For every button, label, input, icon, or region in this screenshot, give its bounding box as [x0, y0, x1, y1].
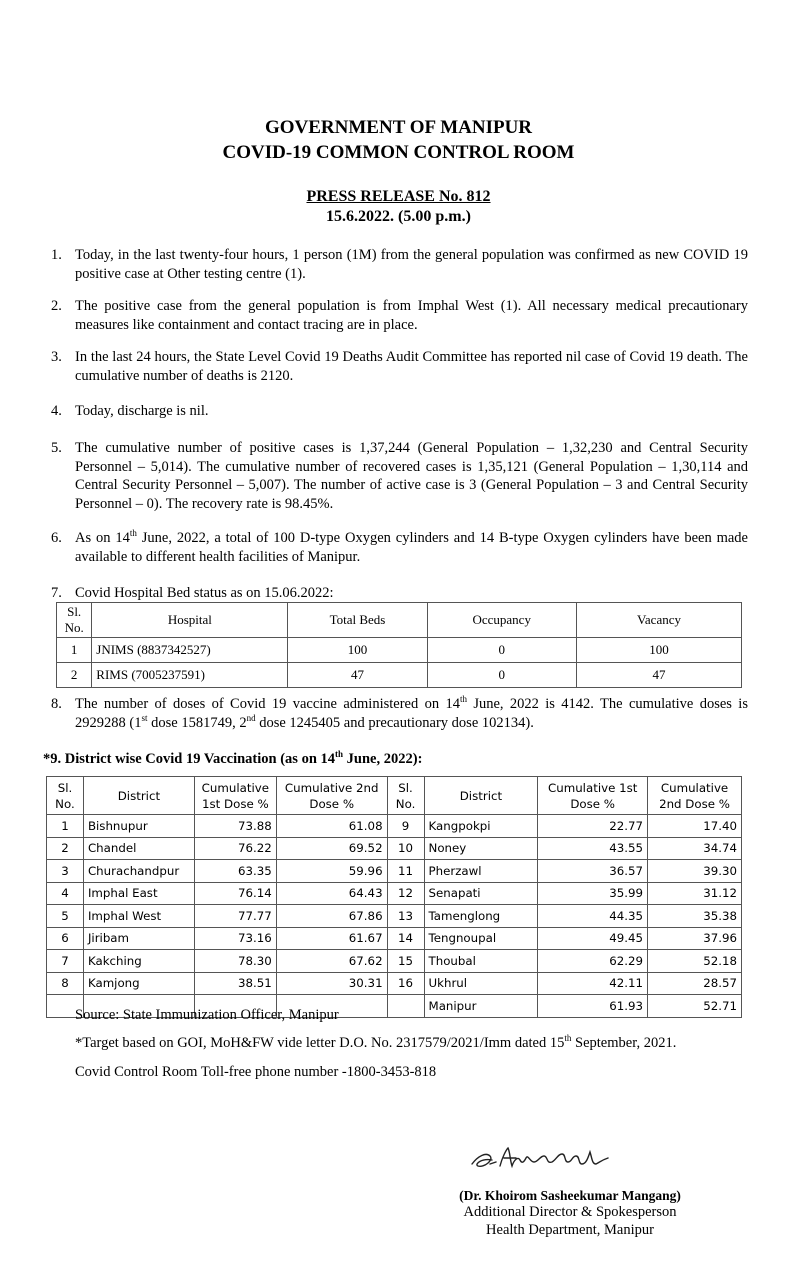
column-header: District: [83, 777, 194, 815]
point-1-text: Today, in the last twenty-four hours, 1 person (1M) from the general population was confirmed as new COVID 19 positive case at Other testing centre (1).: [75, 247, 748, 282]
table-cell: 0: [427, 663, 576, 688]
vaccination-table: [46, 776, 742, 1018]
table-cell: 36.57: [538, 860, 648, 883]
table-cell: 49.45: [538, 927, 648, 950]
table-cell: 15: [387, 950, 424, 973]
table-cell: 73.16: [194, 927, 276, 950]
table-header-row: [47, 777, 742, 815]
table-cell: 52.18: [648, 950, 742, 973]
table-row: [57, 638, 742, 663]
table-row: [57, 663, 742, 688]
column-header: District: [424, 777, 538, 815]
table-cell: 73.88: [194, 815, 276, 838]
point-7-number: 7.: [51, 585, 62, 601]
column-header: Vacancy: [576, 603, 741, 638]
table-cell: 13: [387, 905, 424, 928]
table-row: [47, 972, 742, 995]
table-cell: 6: [47, 927, 84, 950]
table-cell: 100: [576, 638, 741, 663]
table-cell: 64.43: [276, 882, 387, 905]
table-cell: 9: [387, 815, 424, 838]
table-cell: Chandel: [83, 837, 194, 860]
table-row: [47, 860, 742, 883]
table-cell: 35.38: [648, 905, 742, 928]
table-cell: Bishnupur: [83, 815, 194, 838]
table-cell: 61.67: [276, 927, 387, 950]
table-cell: 42.11: [538, 972, 648, 995]
table-cell: Jiribam: [83, 927, 194, 950]
column-header: Cumulative 1st Dose %: [538, 777, 648, 815]
point-6-text: As on 14th June, 2022, a total of 100 D-type Oxygen cylinders and 14 B-type Oxygen cylinders have been made available to different health facilities of Manipur.: [75, 528, 748, 565]
press-release-date: 15.6.2022. (5.00 p.m.): [326, 208, 471, 225]
hospital-bed-table: [56, 602, 742, 688]
table-row: [47, 815, 742, 838]
table-cell: 76.22: [194, 837, 276, 860]
table-cell: Kangpokpi: [424, 815, 538, 838]
point-2-text: The positive case from the general population is from Imphal West (1). All necessary medical precautionary measures like containment and contact tracing are in place.: [75, 298, 748, 333]
table-cell: 61.93: [538, 995, 648, 1018]
column-header: Sl. No.: [47, 777, 84, 815]
point-4-text: Today, discharge is nil.: [75, 403, 209, 419]
table-row: [47, 882, 742, 905]
table-row: [47, 905, 742, 928]
column-header: Total Beds: [288, 603, 427, 638]
table-cell: 76.14: [194, 882, 276, 905]
table-cell: Kakching: [83, 950, 194, 973]
signature-image: [468, 1138, 628, 1178]
column-header: Cumulative 2nd Dose %: [648, 777, 742, 815]
table-cell: 12: [387, 882, 424, 905]
table-cell: 3: [47, 860, 84, 883]
table-cell: 78.30: [194, 950, 276, 973]
table-cell: Kamjong: [83, 972, 194, 995]
table-cell: 2: [47, 837, 84, 860]
table-cell: 1: [47, 815, 84, 838]
table-cell: Tamenglong: [424, 905, 538, 928]
table-cell: 30.31: [276, 972, 387, 995]
column-header: Occupancy: [427, 603, 576, 638]
point-4-number: 4.: [51, 403, 62, 419]
table-cell: 14: [387, 927, 424, 950]
table-cell: 52.71: [648, 995, 742, 1018]
source-note: Source: State Immunization Officer, Manipur: [75, 1007, 339, 1023]
point-5-text: The cumulative number of positive cases is 1,37,244 (General Population – 1,32,230 and Central Security Personnel – 5,014). The cumulative number of recovered cases is 1,35,121 (General Population – 1,30,114 and Central Security Personnel – 5,007). The number of active case is 3 (General Population – 3 and Central Security Personnel – 0). The recovery rate is 98.45%.: [75, 440, 748, 512]
table-cell: Ukhrul: [424, 972, 538, 995]
table-cell: 11: [387, 860, 424, 883]
table-cell: 67.62: [276, 950, 387, 973]
table-cell: RIMS (7005237591): [92, 663, 288, 688]
table-cell: 61.08: [276, 815, 387, 838]
point-8-number: 8.: [51, 696, 62, 712]
table-header-row: [57, 603, 742, 638]
table-cell: 7: [47, 950, 84, 973]
table-cell: 59.96: [276, 860, 387, 883]
press-release-number: PRESS RELEASE No. 812: [306, 188, 491, 205]
table-cell: 62.29: [538, 950, 648, 973]
table-cell: 0: [427, 638, 576, 663]
table-cell: [387, 995, 424, 1018]
point-5-number: 5.: [51, 440, 62, 456]
table-cell: Noney: [424, 837, 538, 860]
signatory-department: Health Department, Manipur: [486, 1222, 654, 1238]
table-cell: 31.12: [648, 882, 742, 905]
section-9-heading: *9. District wise Covid 19 Vaccination (as on 14th June, 2022):: [43, 749, 423, 767]
column-header: Cumulative 1st Dose %: [194, 777, 276, 815]
table-cell: 8: [47, 972, 84, 995]
press-release-title: [0, 187, 797, 207]
table-cell: 47: [576, 663, 741, 688]
table-cell: 28.57: [648, 972, 742, 995]
table-cell: 63.35: [194, 860, 276, 883]
table-cell: 2: [57, 663, 92, 688]
table-cell: Imphal West: [83, 905, 194, 928]
header-title: GOVERNMENT OF MANIPUR: [264, 117, 533, 138]
table-cell: Manipur: [424, 995, 538, 1018]
table-cell: Thoubal: [424, 950, 538, 973]
table-row: [47, 927, 742, 950]
table-cell: 10: [387, 837, 424, 860]
signatory-name: (Dr. Khoirom Sasheekumar Mangang): [459, 1188, 681, 1203]
table-cell: Churachandpur: [83, 860, 194, 883]
column-header: Cumulative 2nd Dose %: [276, 777, 387, 815]
table-cell: 34.74: [648, 837, 742, 860]
point-8-text: The number of doses of Covid 19 vaccine administered on 14th June, 2022 is 4142. The cumulative doses is 2929288 (1st dose 1581749, 2nd dose 1245405 and precautionary dose 102134).: [75, 694, 748, 731]
table-cell: 16: [387, 972, 424, 995]
table-cell: 38.51: [194, 972, 276, 995]
table-row: [47, 837, 742, 860]
table-cell: Tengnoupal: [424, 927, 538, 950]
table-cell: 5: [47, 905, 84, 928]
table-cell: 1: [57, 638, 92, 663]
column-header: Sl. No.: [57, 603, 92, 638]
table-cell: 44.35: [538, 905, 648, 928]
table-cell: 43.55: [538, 837, 648, 860]
table-cell: Pherzawl: [424, 860, 538, 883]
column-header: Sl. No.: [387, 777, 424, 815]
table-cell: 4: [47, 882, 84, 905]
table-row: [47, 950, 742, 973]
point-1-number: 1.: [51, 247, 62, 263]
point-3-number: 3.: [51, 349, 62, 365]
table-cell: 69.52: [276, 837, 387, 860]
point-2-number: 2.: [51, 298, 62, 314]
table-cell: 39.30: [648, 860, 742, 883]
table-cell: Imphal East: [83, 882, 194, 905]
table-cell: 37.96: [648, 927, 742, 950]
table-cell: 67.86: [276, 905, 387, 928]
point-7-text: Covid Hospital Bed status as on 15.06.2022:: [75, 585, 334, 601]
signatory-designation: Additional Director & Spokesperson: [463, 1204, 677, 1220]
table-cell: 77.77: [194, 905, 276, 928]
table-cell: 22.77: [538, 815, 648, 838]
point-6-number: 6.: [51, 530, 62, 546]
target-note: *Target based on GOI, MoH&FW vide letter D.O. No. 2317579/2021/Imm dated 15th September, 2021.: [75, 1033, 677, 1051]
table-cell: JNIMS (8837342527): [92, 638, 288, 663]
table-cell: 35.99: [538, 882, 648, 905]
table-cell: Senapati: [424, 882, 538, 905]
tollfree-note: Covid Control Room Toll-free phone number -1800-3453-818: [75, 1064, 437, 1080]
table-cell: 47: [288, 663, 427, 688]
table-cell: 100: [288, 638, 427, 663]
table-cell: 17.40: [648, 815, 742, 838]
point-3-text: In the last 24 hours, the State Level Covid 19 Deaths Audit Committee has reported nil case of Covid 19 death. The cumulative number of deaths is 2120.: [75, 349, 748, 384]
column-header: Hospital: [92, 603, 288, 638]
header-subtitle: COVID-19 COMMON CONTROL ROOM: [222, 142, 575, 163]
